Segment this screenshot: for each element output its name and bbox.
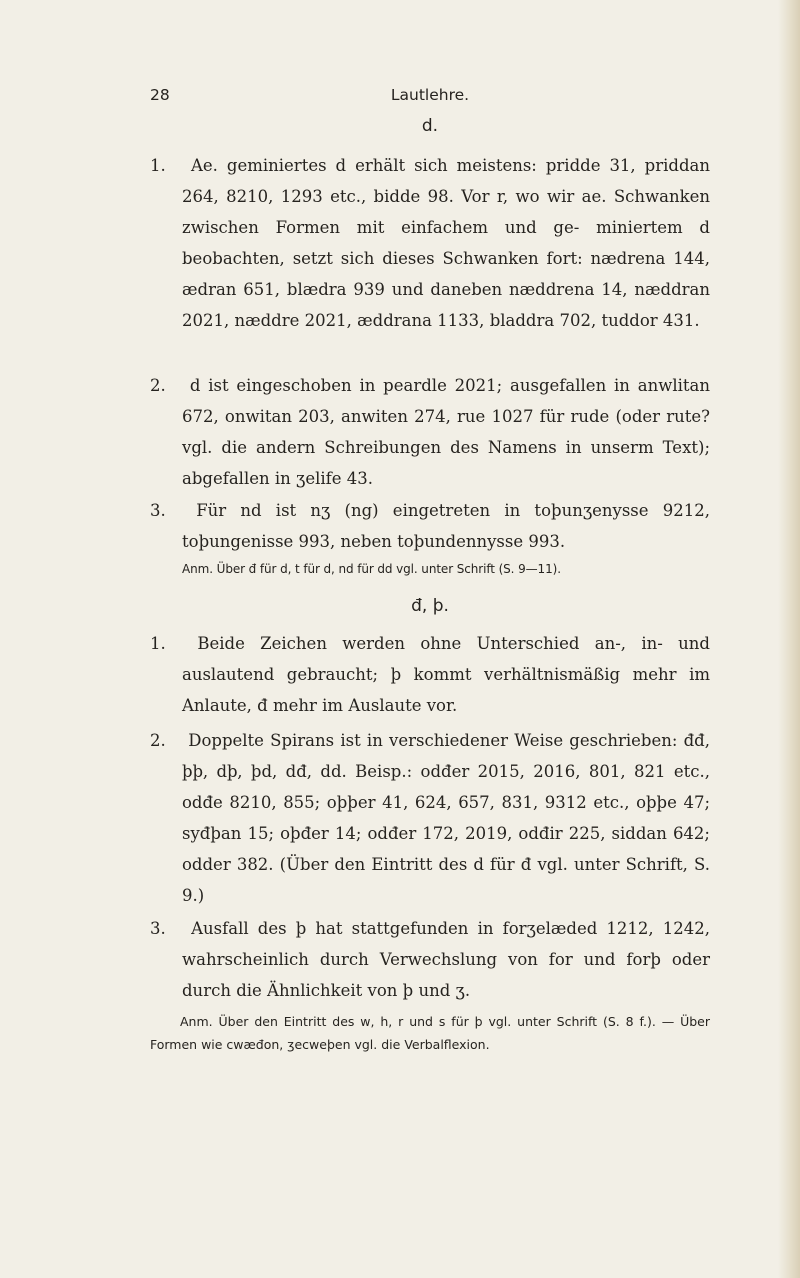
note-line: Schrift (S. 8 f.). — Über Formen wie cwæđon, ʒecweþen vgl. die — [150, 1014, 710, 1052]
paragraph-line: rude (oder rute? vgl. die andern Schreibungen des — [182, 407, 711, 457]
running-title: Lautlehre. — [390, 86, 470, 104]
section-title-eth-thorn: đ, þ. — [411, 596, 449, 616]
item-number: 3. — [150, 919, 166, 938]
paragraph-line: Beide Zeichen werden ohne Unterschied an-, in- und — [197, 634, 710, 653]
paragraph-line: anwlitan 672, onwitan 203, anwiten 274, rue 1027 für — [182, 376, 710, 426]
note-line: Verbalflexion. — [404, 1037, 490, 1052]
paragraph-line: oþþe 47; syđþan 15; oþđer 14; odđer 172, 2019, odđir 225, — [182, 793, 711, 843]
paragraph-line: priddan 264, 8210, 1293 etc., bidde 98. Vor r, wo wir ae. — [182, 156, 710, 206]
paragraph-line: toþungenisse 993, neben toþundennysse 993. — [182, 532, 566, 551]
paragraph-line: Namens in unserm Text); abgefallen in ʒelife 43. — [182, 438, 711, 488]
paragraph-line: đđ, þþ, dþ, þd, dđ, dd. Beisp.: odđer 2015, 2016, 801, — [182, 731, 710, 781]
paragraph-line: d ist eingeschoben in peardle 2021; ausgefallen in — [189, 376, 630, 395]
paragraph-line: Doppelte Spirans ist in verschiedener Weise geschrieben: — [188, 731, 678, 750]
paragraph-line: đ vgl. unter Schrift, S. 9.) — [182, 855, 710, 905]
section-d-item-1 — [150, 150, 710, 336]
paragraph-line: fort: nædrena 144, ædran 651, blædra 939 und daneben — [182, 249, 710, 299]
paragraph-line: miniertem d beobachten, setzt sich dieses Schwanken — [182, 218, 710, 268]
section-eth-item-3 — [150, 913, 710, 1006]
paragraph-line: oder durch die Ähnlichkeit von þ und ʒ. — [182, 950, 710, 1000]
section-d-note: Anm. Über đ für d, t für d, nd für dd vgl. unter Schrift (S. 9—11). — [182, 562, 561, 576]
paragraph-line: wahrscheinlich durch Verwechslung von for und forþ — [182, 950, 661, 969]
paragraph-line: Für nd ist nʒ (ng) eingetreten in toþunʒenysse 9212, — [196, 501, 710, 520]
item-number: 1. — [150, 156, 166, 175]
paragraph-line: bladdra 702, tuddor 431. — [489, 311, 700, 330]
section-eth-item-1 — [150, 628, 710, 721]
paragraph-line: Ae. geminiertes d erhält sich meistens: pridde 31, — [190, 156, 636, 175]
page-header — [150, 86, 710, 108]
section-d-item-2 — [150, 370, 710, 494]
item-number: 2. — [150, 376, 166, 395]
paragraph-line: Ausfall des þ hat stattgefunden in forʒelæded 1212, 1242, — [191, 919, 710, 938]
paragraph-line: næddrena 14, næddran 2021, næddre 2021, æddrana 1133, — [182, 280, 711, 330]
section-title-d: d. — [421, 116, 439, 136]
page-edge-shadow — [778, 0, 800, 1278]
section-d-item-3 — [150, 495, 710, 557]
paragraph-line: im Anlaute, đ mehr im Auslaute vor. — [182, 665, 711, 715]
item-number: 2. — [150, 731, 166, 750]
paragraph-line: 821 etc., odđe 8210, 855; oþþer 41, 624, 657, 831, 9312 etc., — [182, 762, 710, 812]
item-number: 3. — [150, 501, 166, 520]
section-eth-note — [150, 1010, 710, 1056]
section-eth-item-2 — [150, 725, 710, 911]
paragraph-line: siddan 642; odder 382. (Über den Eintritt des d für — [182, 824, 710, 874]
note-line: Anm. Über den Eintritt des w, h, r und s für þ vgl. unter — [180, 1014, 551, 1029]
page-number: 28 — [150, 86, 170, 104]
item-number: 1. — [150, 634, 166, 653]
paragraph-line: Schwanken zwischen Formen mit einfachem und ge- — [182, 187, 710, 237]
paragraph-line: auslautend gebraucht; þ kommt verhältnismäßig mehr — [182, 665, 677, 684]
